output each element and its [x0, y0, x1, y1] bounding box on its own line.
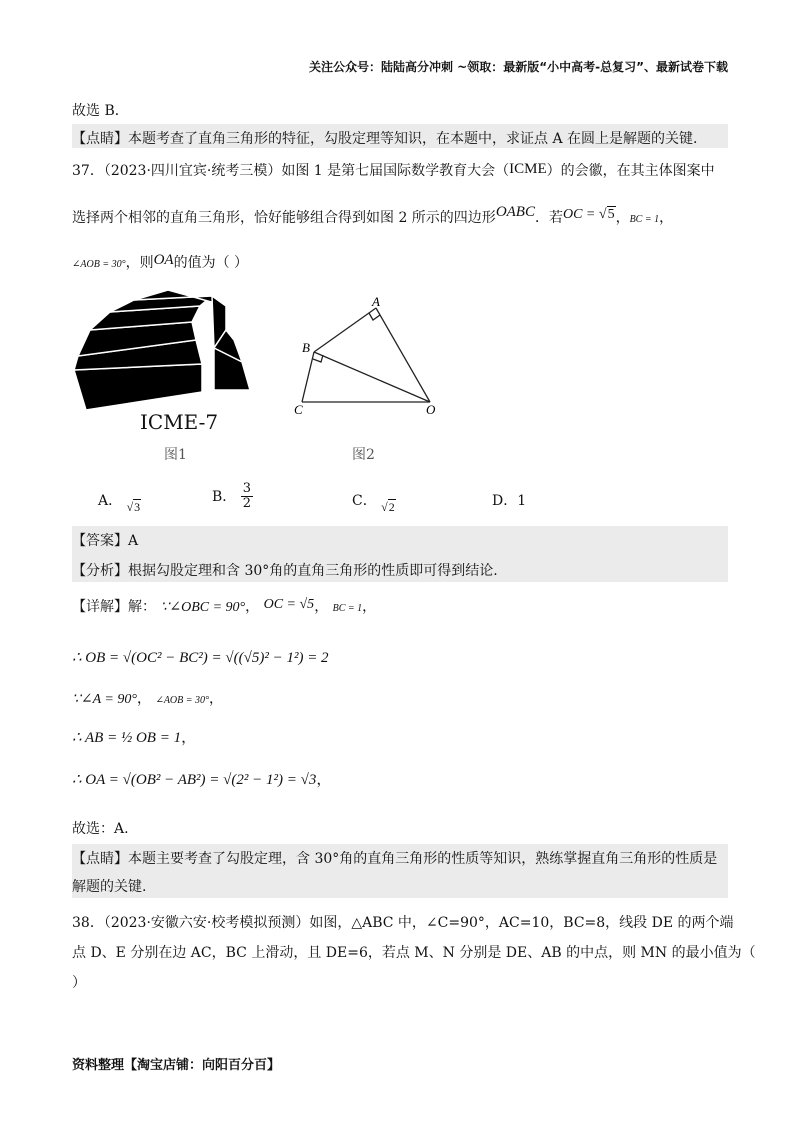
- q38-line2: 点 D、E 分别在边 AC，BC 上滑动，且 DE=6，若点 M、N 分别是 DE、AB 的中点，则 MN 的最小值为（: [72, 945, 756, 961]
- q38-line1: 38．（2023·安徽六安·校考模拟预测）如图，△ABC 中，∠C=90°，AC=10，BC=8，线段 DE 的两个端: [72, 915, 734, 931]
- icme7-logo-figure: [74, 290, 254, 410]
- option-c-value: √2: [381, 500, 395, 514]
- page-header: 关注公众号：陆陆高分冲刺 ~领取：最新版“小中高考-总复习”、最新试卷下载: [309, 60, 728, 74]
- oc-sqrt-value: 5: [607, 207, 615, 222]
- bc-eq: BC = 1: [629, 214, 660, 225]
- q37-stem-line2-text: 选择两个相邻的直角三角形，恰好能够组合得到如图 2 所示的四边形: [72, 210, 496, 226]
- option-c[interactable]: [352, 490, 396, 515]
- prev-conclusion: 故选 B．: [72, 103, 129, 119]
- option-d[interactable]: D．1: [492, 493, 527, 509]
- segment-ao: [376, 308, 430, 402]
- fig2-caption: 图2: [352, 447, 375, 463]
- oa-label: OA: [153, 252, 174, 268]
- q37-detail-line1: 【详解】解： ∵∠OBC = 90°， OC = √5， BC = 1，: [72, 597, 377, 615]
- q37-detail-line3: ∵∠A = 90°， ∠AOB = 30°，: [72, 691, 224, 707]
- oc-eq: OC =: [562, 207, 599, 222]
- q37-stem-end: ）的会徽，在其主体图案中: [546, 163, 715, 179]
- prev-comment: 【点睛】本题考查了直角三角形的特征，勾股定理等知识，在本题中，求证点 A 在圆上是解题的关键.: [72, 131, 698, 147]
- q37-ruo: ．若: [534, 210, 563, 226]
- q37-conclusion: 故选：A.: [72, 821, 129, 837]
- option-b-denominator: 2: [242, 495, 252, 511]
- detail-oc: OC = √5: [263, 597, 315, 612]
- detail-angle-obc: ∵∠OBC = 90°: [160, 600, 246, 615]
- q37-stem-line1: [72, 160, 715, 180]
- icme-label: ICME: [509, 161, 547, 177]
- segment-ab: [314, 308, 376, 352]
- point-c-label: C: [294, 402, 303, 417]
- q37-detail-line4: ∴ AB = ½ OB = 1，: [72, 728, 197, 746]
- segment-bo: [314, 352, 430, 402]
- option-b-letter: B．: [212, 489, 237, 506]
- q37-analysis: 【分析】根据勾股定理和含 30°角的直角三角形的性质即可得到结论.: [72, 563, 498, 579]
- icme7-label: ICME-7: [140, 410, 219, 434]
- angle-aob: ∠AOB = 30°: [72, 259, 126, 270]
- fig1-caption: 图1: [164, 447, 187, 463]
- detail-angle-aob: ∠AOB = 30°: [155, 695, 210, 706]
- page-footer: 资料整理【淘宝店铺：向阳百分百】: [72, 1058, 281, 1073]
- right-angle-a: [369, 313, 380, 320]
- oc-sqrt: √5: [598, 207, 615, 222]
- option-b[interactable]: [212, 482, 253, 510]
- q37-answer: 【答案】A: [72, 533, 139, 549]
- option-a-value: √3: [126, 500, 141, 514]
- option-c-letter: C．: [352, 493, 377, 509]
- q37-stem-line2: 选择两个相邻的直角三角形，恰好能够组合得到如图 2 所示的四边形OABC．若OC = √5，BC = 1，: [72, 204, 674, 226]
- quad-name: OABC: [495, 204, 535, 220]
- segment-bc: [302, 352, 314, 402]
- option-b-numerator: 3: [242, 481, 252, 496]
- icme-triangle-1: [74, 364, 202, 410]
- detail-ab-calc: ∴ AB = ½ OB = 1: [72, 730, 182, 746]
- q37-ask-end: 的值为（ ）: [173, 255, 249, 271]
- option-a-letter: A．: [98, 493, 123, 509]
- q37-detail-line5: ∴ OA = √(OB² − AB²) = √(2² − 1²) = √3，: [72, 770, 332, 788]
- option-b-fraction: [241, 482, 253, 510]
- right-angle-b: [313, 355, 323, 362]
- q38-line3: ）: [72, 975, 86, 991]
- q37-comment-line1: 【点睛】本题主要考查了勾股定理，含 30°角的直角三角形的性质等知识，熟练掌握直角三角形的性质是: [72, 851, 718, 867]
- detail-bc: BC = 1: [332, 603, 363, 614]
- option-c-radicand: 2: [388, 500, 395, 514]
- option-a-radicand: 3: [134, 500, 141, 514]
- detail-ob-calc: ∴ OB = √(OC² − BC²) = √((√5)² − 1²) = 2: [72, 650, 329, 666]
- q37-ask: ，则: [125, 255, 154, 271]
- detail-oa-calc: ∴ OA = √(OB² − AB²) = √(2² − 1²) = √3: [72, 772, 317, 788]
- detail-angle-a: ∵∠A = 90°: [72, 692, 137, 707]
- option-a[interactable]: [98, 490, 141, 515]
- q37-stem-start: 37．（2023·四川宜宾·统考三模）如图 1 是第七届国际数学教育大会（: [72, 163, 510, 179]
- q37-comment-line2: 解题的关键.: [72, 879, 147, 895]
- point-b-label: B: [302, 340, 310, 355]
- detail-label: 【详解】解：: [72, 599, 156, 615]
- q37-stem-line3: [72, 252, 248, 272]
- point-a-label: A: [372, 294, 380, 309]
- quadrilateral-figure: [296, 296, 456, 426]
- point-o-label: O: [426, 402, 436, 417]
- q37-detail-line2: [72, 648, 329, 667]
